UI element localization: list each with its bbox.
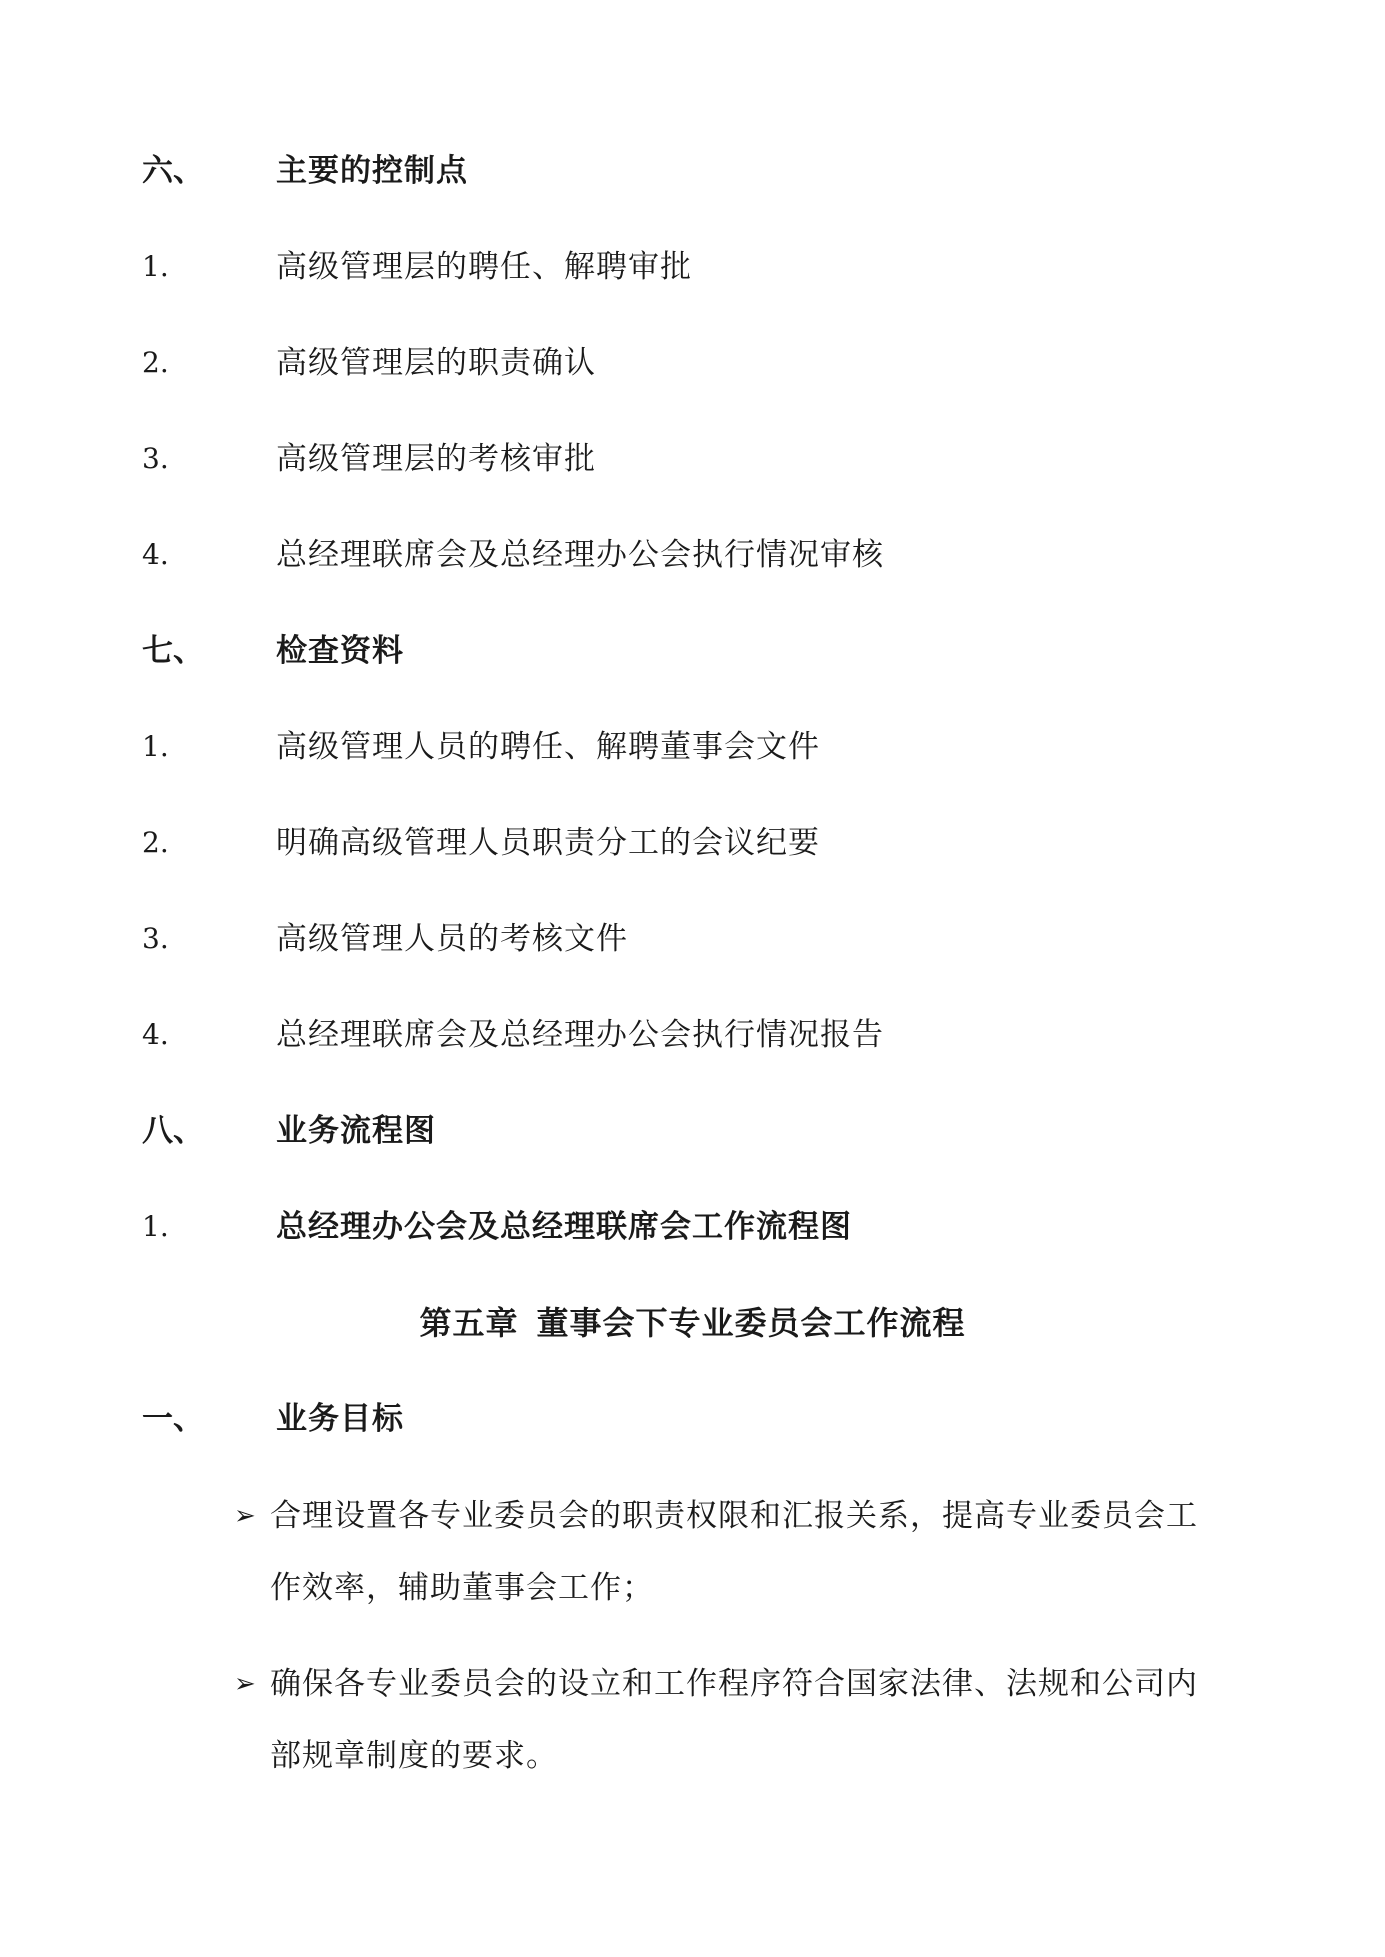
bullet-text: 合理设置各专业委员会的职责权限和汇报关系，提高专业委员会工作效率，辅助董事会工作；	[270, 1498, 1198, 1606]
item-number: 1.	[142, 1210, 169, 1243]
item-text: 总经理联席会及总经理办公会执行情况审核	[276, 537, 884, 573]
item-text: 总经理联席会及总经理办公会执行情况报告	[276, 1017, 884, 1053]
chapter-title: 董事会下专业委员会工作流程	[536, 1304, 966, 1342]
bullet-text: 确保各专业委员会的设立和工作程序符合国家法律、法规和公司内部规章制度的要求。	[270, 1666, 1198, 1774]
list-item	[0, 530, 1385, 580]
section-title: 业务流程图	[276, 1113, 436, 1149]
section-heading	[0, 146, 1385, 196]
section-heading	[0, 1394, 1385, 1444]
section-heading	[0, 1106, 1385, 1156]
section-title: 检查资料	[276, 633, 404, 669]
item-text: 高级管理人员的考核文件	[276, 921, 628, 957]
item-number: 4.	[142, 1018, 169, 1051]
section-title: 业务目标	[276, 1401, 404, 1437]
section-number: 七、	[142, 633, 204, 669]
item-number: 1.	[142, 250, 169, 283]
item-text: 高级管理人员的聘任、解聘董事会文件	[276, 729, 820, 765]
list-item	[0, 338, 1385, 388]
list-item	[0, 1010, 1385, 1060]
section-number: 八、	[142, 1113, 204, 1149]
list-item	[0, 722, 1385, 772]
chapter-heading	[0, 1298, 1385, 1348]
list-item	[0, 1202, 1385, 1252]
arrow-bullet-icon: ➢	[234, 1501, 256, 1531]
item-text: 总经理办公会及总经理联席会工作流程图	[276, 1209, 852, 1245]
item-number: 1.	[142, 730, 169, 763]
item-number: 3.	[142, 442, 169, 475]
item-text: 高级管理层的职责确认	[276, 345, 596, 381]
section-number: 六、	[142, 153, 204, 189]
item-text: 明确高级管理人员职责分工的会议纪要	[276, 825, 820, 861]
section-number: 一、	[142, 1401, 204, 1437]
bullet-item	[234, 1648, 1224, 1798]
item-number: 3.	[142, 922, 169, 955]
arrow-bullet-icon: ➢	[234, 1669, 256, 1699]
item-number: 2.	[142, 346, 169, 379]
section-heading	[0, 626, 1385, 676]
list-item	[0, 818, 1385, 868]
chapter-label: 第五章	[419, 1304, 519, 1342]
item-text: 高级管理层的考核审批	[276, 441, 596, 477]
bullet-item	[234, 1480, 1224, 1630]
list-item	[0, 242, 1385, 292]
section-title: 主要的控制点	[276, 153, 468, 189]
item-number: 2.	[142, 826, 169, 859]
list-item	[0, 434, 1385, 484]
list-item	[0, 914, 1385, 964]
item-number: 4.	[142, 538, 169, 571]
item-text: 高级管理层的聘任、解聘审批	[276, 249, 692, 285]
